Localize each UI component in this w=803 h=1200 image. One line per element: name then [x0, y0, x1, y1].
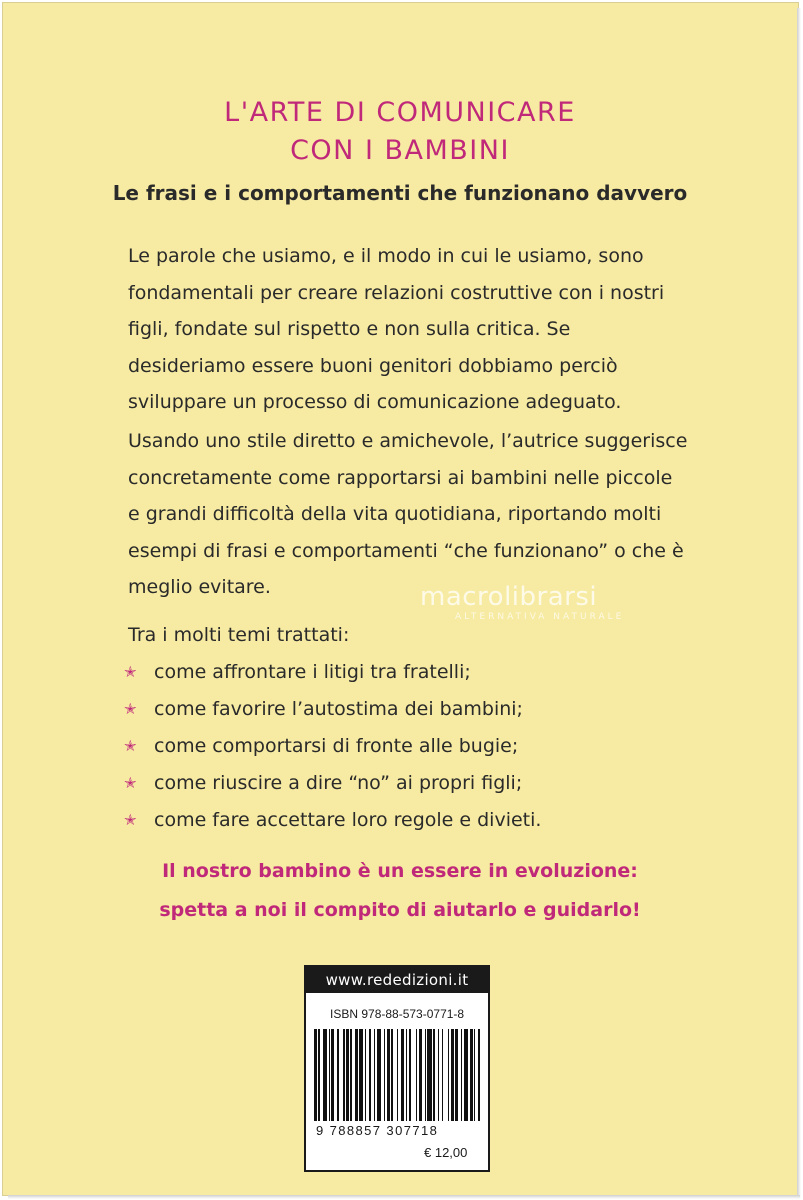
barcode-bars [314, 1029, 482, 1121]
book-title-line1: L'ARTE DI COMUNICARE [224, 97, 576, 128]
watermark-brand: macrolibrarsi [420, 582, 598, 612]
description-paragraph-2: Usando uno stile diretto e amichevole, l’autrice suggerisce concretamente come rapportarsi ai bambini nelle piccole e grandi difficoltà della vita quotidiana, riportando molti esempi di frasi e comportamenti “che funzionano” o che è meglio evitare. [128, 430, 688, 598]
topics-list [124, 654, 684, 839]
price-label: € 12,00 [424, 1145, 468, 1160]
isbn-label: ISBN 978-88-573-0771-8 [330, 1007, 465, 1021]
publisher-website: www.rededizioni.it [306, 967, 488, 993]
watermark-tagline: ALTERNATIVA NATURALE [455, 612, 625, 622]
book-subtitle: Le frasi e i comportamenti che funzionano davvero [112, 181, 688, 205]
star-icon: ✭ [124, 811, 137, 829]
list-item: ✭ come comportarsi di fronte alle bugie; [124, 728, 684, 765]
barcode-digits: 9 788857 307718 [316, 1123, 439, 1138]
cover-shadow-bottom [8, 1195, 800, 1199]
list-item: ✭ come favorire l’autostima dei bambini; [124, 691, 684, 728]
list-item: ✭ come affrontare i litigi tra fratelli; [124, 654, 684, 691]
cover-shadow-right [797, 8, 801, 1198]
star-icon: ✭ [124, 700, 137, 718]
closing-line-1: Il nostro bambino è un essere in evoluzione: [162, 860, 638, 882]
barcode-box [304, 965, 490, 1172]
list-item: ✭ come riuscire a dire “no” ai propri figli; [124, 765, 684, 802]
star-icon: ✭ [124, 663, 137, 681]
star-icon: ✭ [124, 774, 137, 792]
topics-intro: Tra i molti temi trattati: [128, 624, 350, 646]
star-icon: ✭ [124, 737, 137, 755]
closing-line-2: spetta a noi il compito di aiutarlo e guidarlo! [159, 899, 641, 921]
description-paragraph-1: Le parole che usiamo, e il modo in cui le usiamo, sono fondamentali per creare relazioni costruttive con i nostri figli, fondate sul rispetto e non sulla critica. Se desideriamo essere buoni genitori dobbiamo perciò sviluppare un processo di comunicazione adeguato. [128, 245, 665, 413]
list-item: ✭ come fare accettare loro regole e divieti. [124, 802, 684, 839]
book-title-line2: CON I BAMBINI [290, 135, 510, 166]
